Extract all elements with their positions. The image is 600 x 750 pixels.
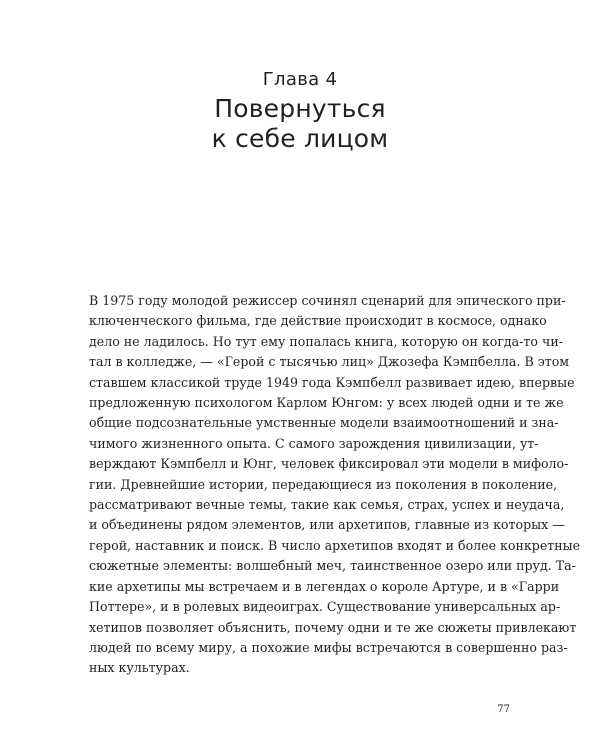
text-line: ставшем классикой труде 1949 года Кэмпбелл развивает идею, впервые [89, 374, 575, 390]
text-line: гии. Древнейшие истории, передающиеся из поколения в поколение, [89, 476, 558, 492]
text-line: и объединены рядом элементов, или архетипов, главные из которых — [89, 517, 565, 533]
text-line: чимого жизненного опыта. С самого зарождения цивилизации, ут- [89, 435, 539, 451]
chapter-title-line: к себе лицом [211, 124, 389, 153]
text-line: ключенческого фильма, где действие происходит в космосе, однако [89, 313, 547, 329]
text-line: дело не ладилось. Но тут ему попалась книга, которую он когда-то чи- [89, 333, 563, 349]
text-line: рассматривают вечные темы, такие как семья, страх, успех и неудача, [89, 497, 565, 513]
chapter-label: Глава 4 [262, 69, 338, 90]
text-line: хетипов позволяет объяснить, почему одни и те же сюжеты привлекают [89, 619, 577, 635]
page-number: 77 [497, 704, 510, 715]
text-line: людей по всему миру, а похожие мифы встречаются в совершенно раз- [89, 639, 568, 655]
text-line: предложенную психологом Карлом Юнгом: у всех людей одни и те же [89, 395, 564, 411]
text-line: ных культурах. [89, 660, 190, 676]
text-line: В 1975 году молодой режиссер сочинял сценарий для эпического при- [89, 293, 566, 308]
chapter-title-line: Повернуться [214, 94, 386, 123]
text-line: кие архетипы мы встречаем и в легендах о короле Артуре, и в «Гарри [89, 578, 560, 594]
text-line: Поттере», и в ролевых видеоиграх. Существование универсальных ар- [89, 599, 561, 615]
chapter-title [0, 94, 600, 154]
text-line: сюжетные элементы: волшебный меч, таинственное озеро или пруд. Та- [89, 558, 576, 574]
body-paragraph [89, 291, 581, 679]
text-line: общие подсознательные умственные модели взаимоотношений и зна- [89, 415, 559, 431]
text-line: тал в колледже, — «Герой с тысячью лиц» Джозефа Кэмпбелла. В этом [89, 354, 570, 370]
text-line: верждают Кэмпбелл и Юнг, человек фиксировал эти модели в мифоло- [89, 456, 569, 472]
text-line: герой, наставник и поиск. В число архетипов входят и более конкретные [89, 537, 581, 553]
